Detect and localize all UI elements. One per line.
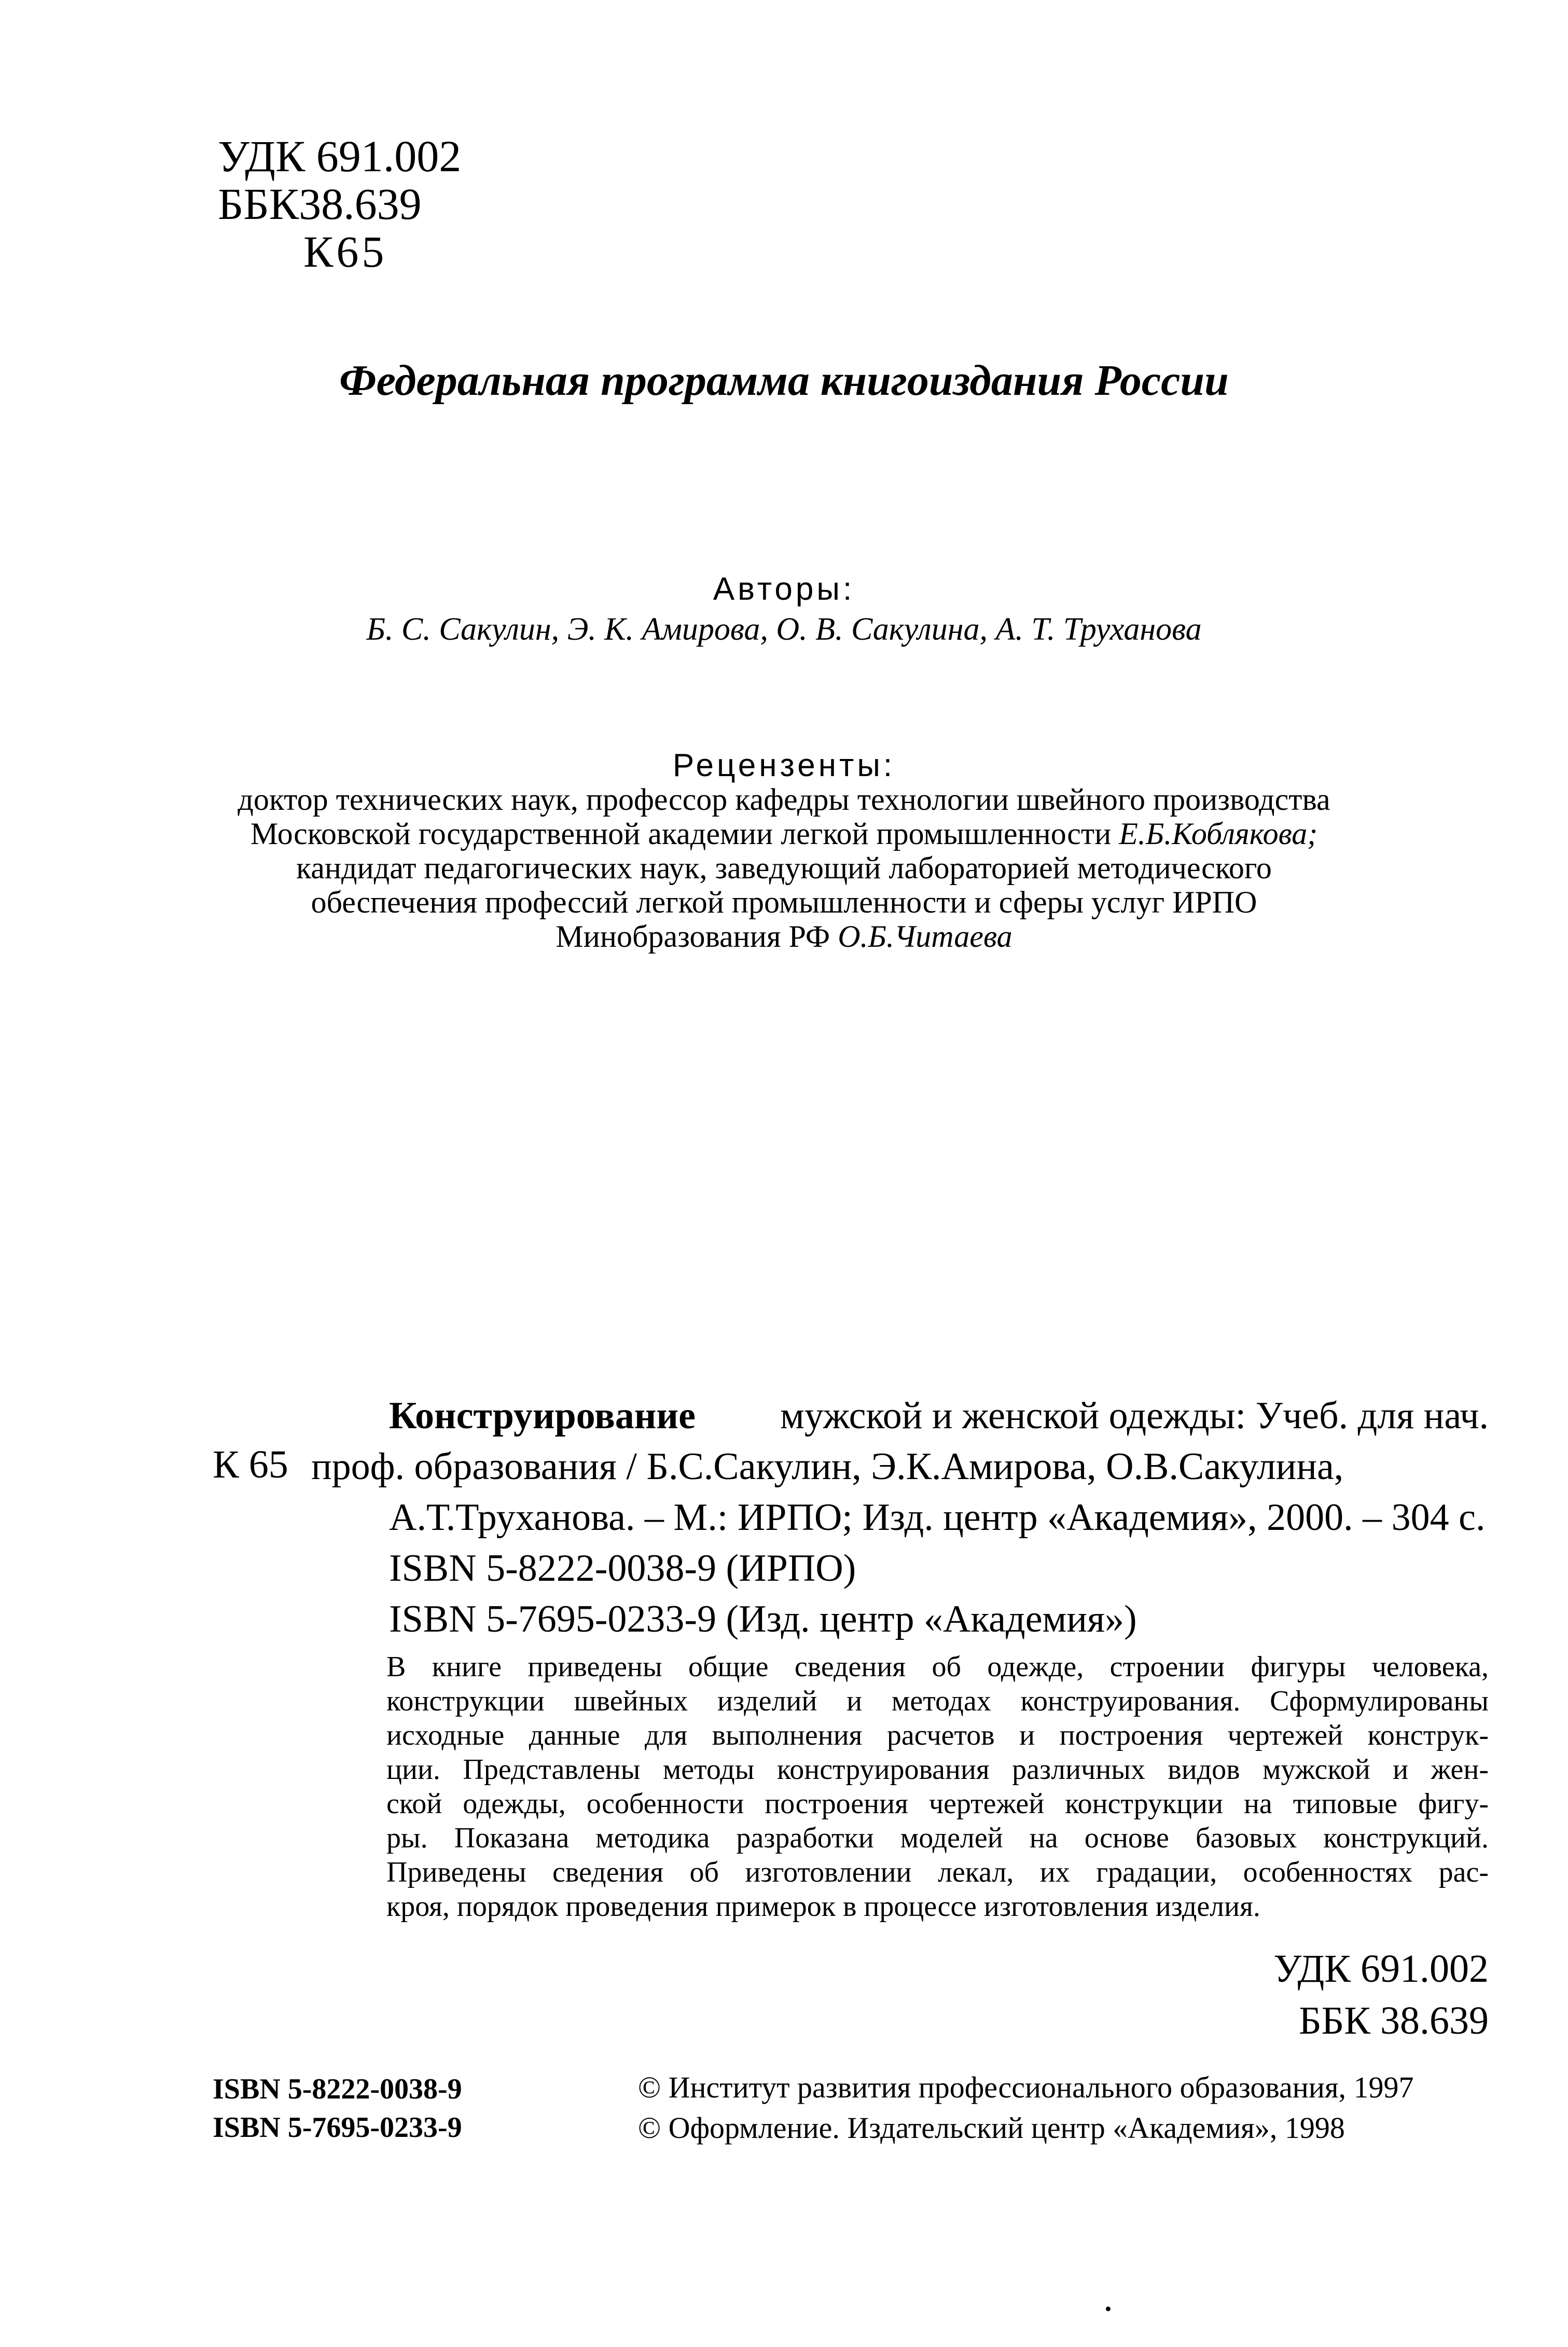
reviewer2-line3	[0, 919, 1568, 954]
biblio-line-1	[311, 1390, 1489, 1441]
author-mark: К65	[303, 227, 387, 277]
reviewer1-affiliation: Московской государственной академии легкой промышленности	[250, 817, 1119, 851]
reviewer2-line2: обеспечения профессий легкой промышленности и сферы услуг ИРПО	[311, 885, 1257, 919]
udk-code: УДК 691.002	[218, 131, 462, 181]
reviewers-heading: Рецензенты:	[672, 748, 896, 783]
authors-heading: Авторы:	[713, 571, 855, 607]
isbn-1: ISBN 5-8222-0038-9	[213, 2073, 462, 2105]
copyright-2: © Оформление. Издательский центр «Академия», 1998	[638, 2111, 1345, 2145]
bottom-udk-code: УДК 691.002	[1273, 1947, 1489, 1991]
page-dot	[1106, 2307, 1111, 2311]
copyright-1: © Институт развития профессионального образования, 1997	[638, 2070, 1414, 2104]
bottom-classification-codes	[1234, 1943, 1489, 2047]
bottom-bbk-code: ББК 38.639	[1299, 1999, 1489, 2042]
isbn-list	[213, 2070, 462, 2147]
isbn-2: ISBN 5-7695-0233-9	[213, 2111, 462, 2144]
biblio-line-2: проф. образования / Б.С.Сакулин, Э.К.Амирова, О.В.Сакулина,	[311, 1445, 1344, 1488]
program-title: Федеральная программа книгоиздания России	[339, 356, 1229, 405]
copyright-notices	[638, 2067, 1414, 2148]
abstract-line: Приведены сведения об изготовлении лекал, их градации, особенностях рас-	[386, 1856, 1489, 1888]
reviewers-block	[0, 782, 1568, 954]
reviewer2-name: О.Б.Читаева	[838, 919, 1012, 954]
book-title: Конструирование	[389, 1395, 696, 1437]
abstract-line: конструкции швейных изделий и методах конструирования. Сформулированы	[386, 1685, 1489, 1717]
abstract-line: ры. Показана методика разработки моделей на основе базовых конструкций.	[386, 1822, 1489, 1854]
book-title-rest: мужской и женской одежды: Учеб. для нач.	[780, 1395, 1489, 1437]
reviewer1-name: Е.Б.Коблякова;	[1119, 817, 1318, 851]
reviewer1-line2	[0, 817, 1568, 851]
abstract-line: В книге приведены общие сведения об одежде, строении фигуры человека,	[386, 1651, 1489, 1683]
abstract-line: ции. Представлены методы конструирования различных видов мужской и жен-	[386, 1754, 1489, 1786]
abstract-line: кроя, порядок проведения примерок в процессе изготовления изделия.	[386, 1890, 1260, 1923]
abstract-line: ской одежды, особенности построения чертежей конструкции на типовые фигу-	[386, 1788, 1489, 1820]
catalog-index: К 65	[213, 1443, 288, 1486]
biblio-isbn-1: ISBN 5-8222-0038-9 (ИРПО)	[389, 1547, 856, 1590]
bbk-code: ББК38.639	[218, 179, 422, 229]
classification-codes	[218, 132, 461, 275]
abstract	[386, 1650, 1489, 1924]
bibliographic-record	[311, 1390, 1489, 1645]
reviewer1-line1: доктор технических наук, профессор кафедры технологии швейного производства	[238, 782, 1330, 817]
biblio-isbn-2: ISBN 5-7695-0233-9 (Изд. центр «Академия»)	[389, 1598, 1137, 1640]
authors-names: Б. С. Сакулин, Э. К. Амирова, О. В. Сакулина, А. Т. Труханова	[366, 612, 1202, 647]
reviewer2-line1: кандидат педагогических наук, заведующий лабораторией методического	[296, 851, 1272, 885]
reviewer2-affiliation: Минобразования РФ	[556, 919, 838, 954]
abstract-line: исходные данные для выполнения расчетов и построения чертежей конструк-	[386, 1719, 1489, 1751]
biblio-line-3: А.Т.Труханова. – М.: ИРПО; Изд. центр «Академия», 2000. – 304 с.	[389, 1496, 1486, 1539]
